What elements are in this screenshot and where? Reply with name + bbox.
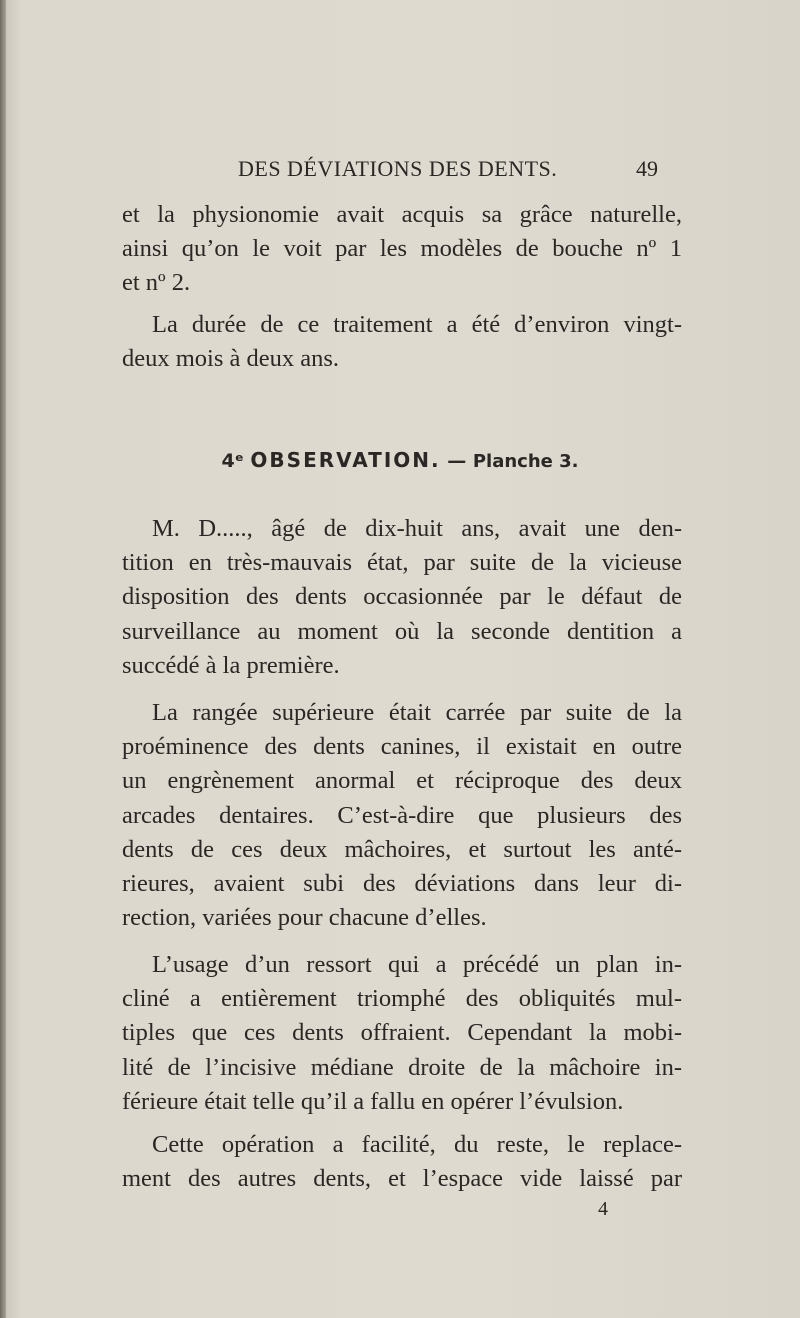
section-heading (0, 448, 800, 472)
text-line: deux mois à deux ans. (122, 345, 340, 373)
heading-dash: — (447, 450, 467, 472)
text-line: lité de l’incisive médiane droite de la mâchoire in- (122, 1053, 682, 1081)
text-line: disposition des dents occasionnée par le défaut de (122, 583, 682, 611)
text-line: ainsi qu’on le voit par les modèles de bouche nº 1 (122, 235, 682, 263)
text-line: succédé à la première. (122, 651, 340, 679)
plate-reference: Planche 3. (472, 451, 579, 472)
text-line: tition en très-mauvais état, par suite de la vicieuse (122, 549, 682, 577)
text-line: surveillance au moment où la seconde dentition a (122, 617, 682, 645)
text-line: M. D....., âgé de dix-huit ans, avait une den- (152, 515, 682, 542)
observation-label: OBSERVATION. (250, 448, 441, 472)
text-line: et nº 2. (122, 269, 191, 297)
text-line: cliné a entièrement triomphé des obliquités mul- (122, 985, 682, 1013)
running-head-title: DES DÉVIATIONS DES DENTS. (238, 156, 558, 181)
paragraph-1 (122, 198, 682, 301)
text-line: La durée de ce traitement a été d’environ vingt- (152, 311, 682, 338)
text-line: tiples que ces dents offraient. Cependant la mobi- (122, 1019, 682, 1047)
page-number: 49 (636, 156, 658, 181)
book-spine-shadow (0, 0, 6, 1318)
paragraph-4 (122, 696, 682, 935)
observation-number: 4ᵉ (221, 450, 244, 472)
text-line: ment des autres dents, et l’espace vide laissé par (122, 1165, 682, 1193)
text-line: proéminence des dents canines, il existait en outre (122, 733, 682, 761)
text-line: La rangée supérieure était carrée par suite de la (152, 699, 682, 726)
running-head (0, 156, 800, 190)
text-line: L’usage d’un ressort qui a précédé un plan in- (152, 951, 682, 978)
text-line: arcades dentaires. C’est-à-dire que plusieurs des (122, 801, 682, 829)
paragraph-5 (122, 948, 682, 1119)
text-line: férieure était telle qu’il a fallu en opérer l’évulsion. (122, 1087, 624, 1115)
text-line: rection, variées pour chacune d’elles. (122, 904, 487, 932)
signature-mark: 4 (598, 1198, 608, 1220)
text-line: et la physionomie avait acquis sa grâce naturelle, (122, 201, 682, 228)
text-line: Cette opération a facilité, du reste, le replace- (152, 1131, 682, 1158)
text-line: dents de ces deux mâchoires, et surtout les anté- (122, 835, 682, 863)
paragraph-3 (122, 512, 682, 683)
paragraph-6 (122, 1128, 682, 1196)
text-line: rieures, avaient subi des déviations dans leur di- (122, 870, 682, 898)
paragraph-2 (122, 308, 682, 376)
text-line: un engrènement anormal et réciproque des deux (122, 767, 682, 795)
